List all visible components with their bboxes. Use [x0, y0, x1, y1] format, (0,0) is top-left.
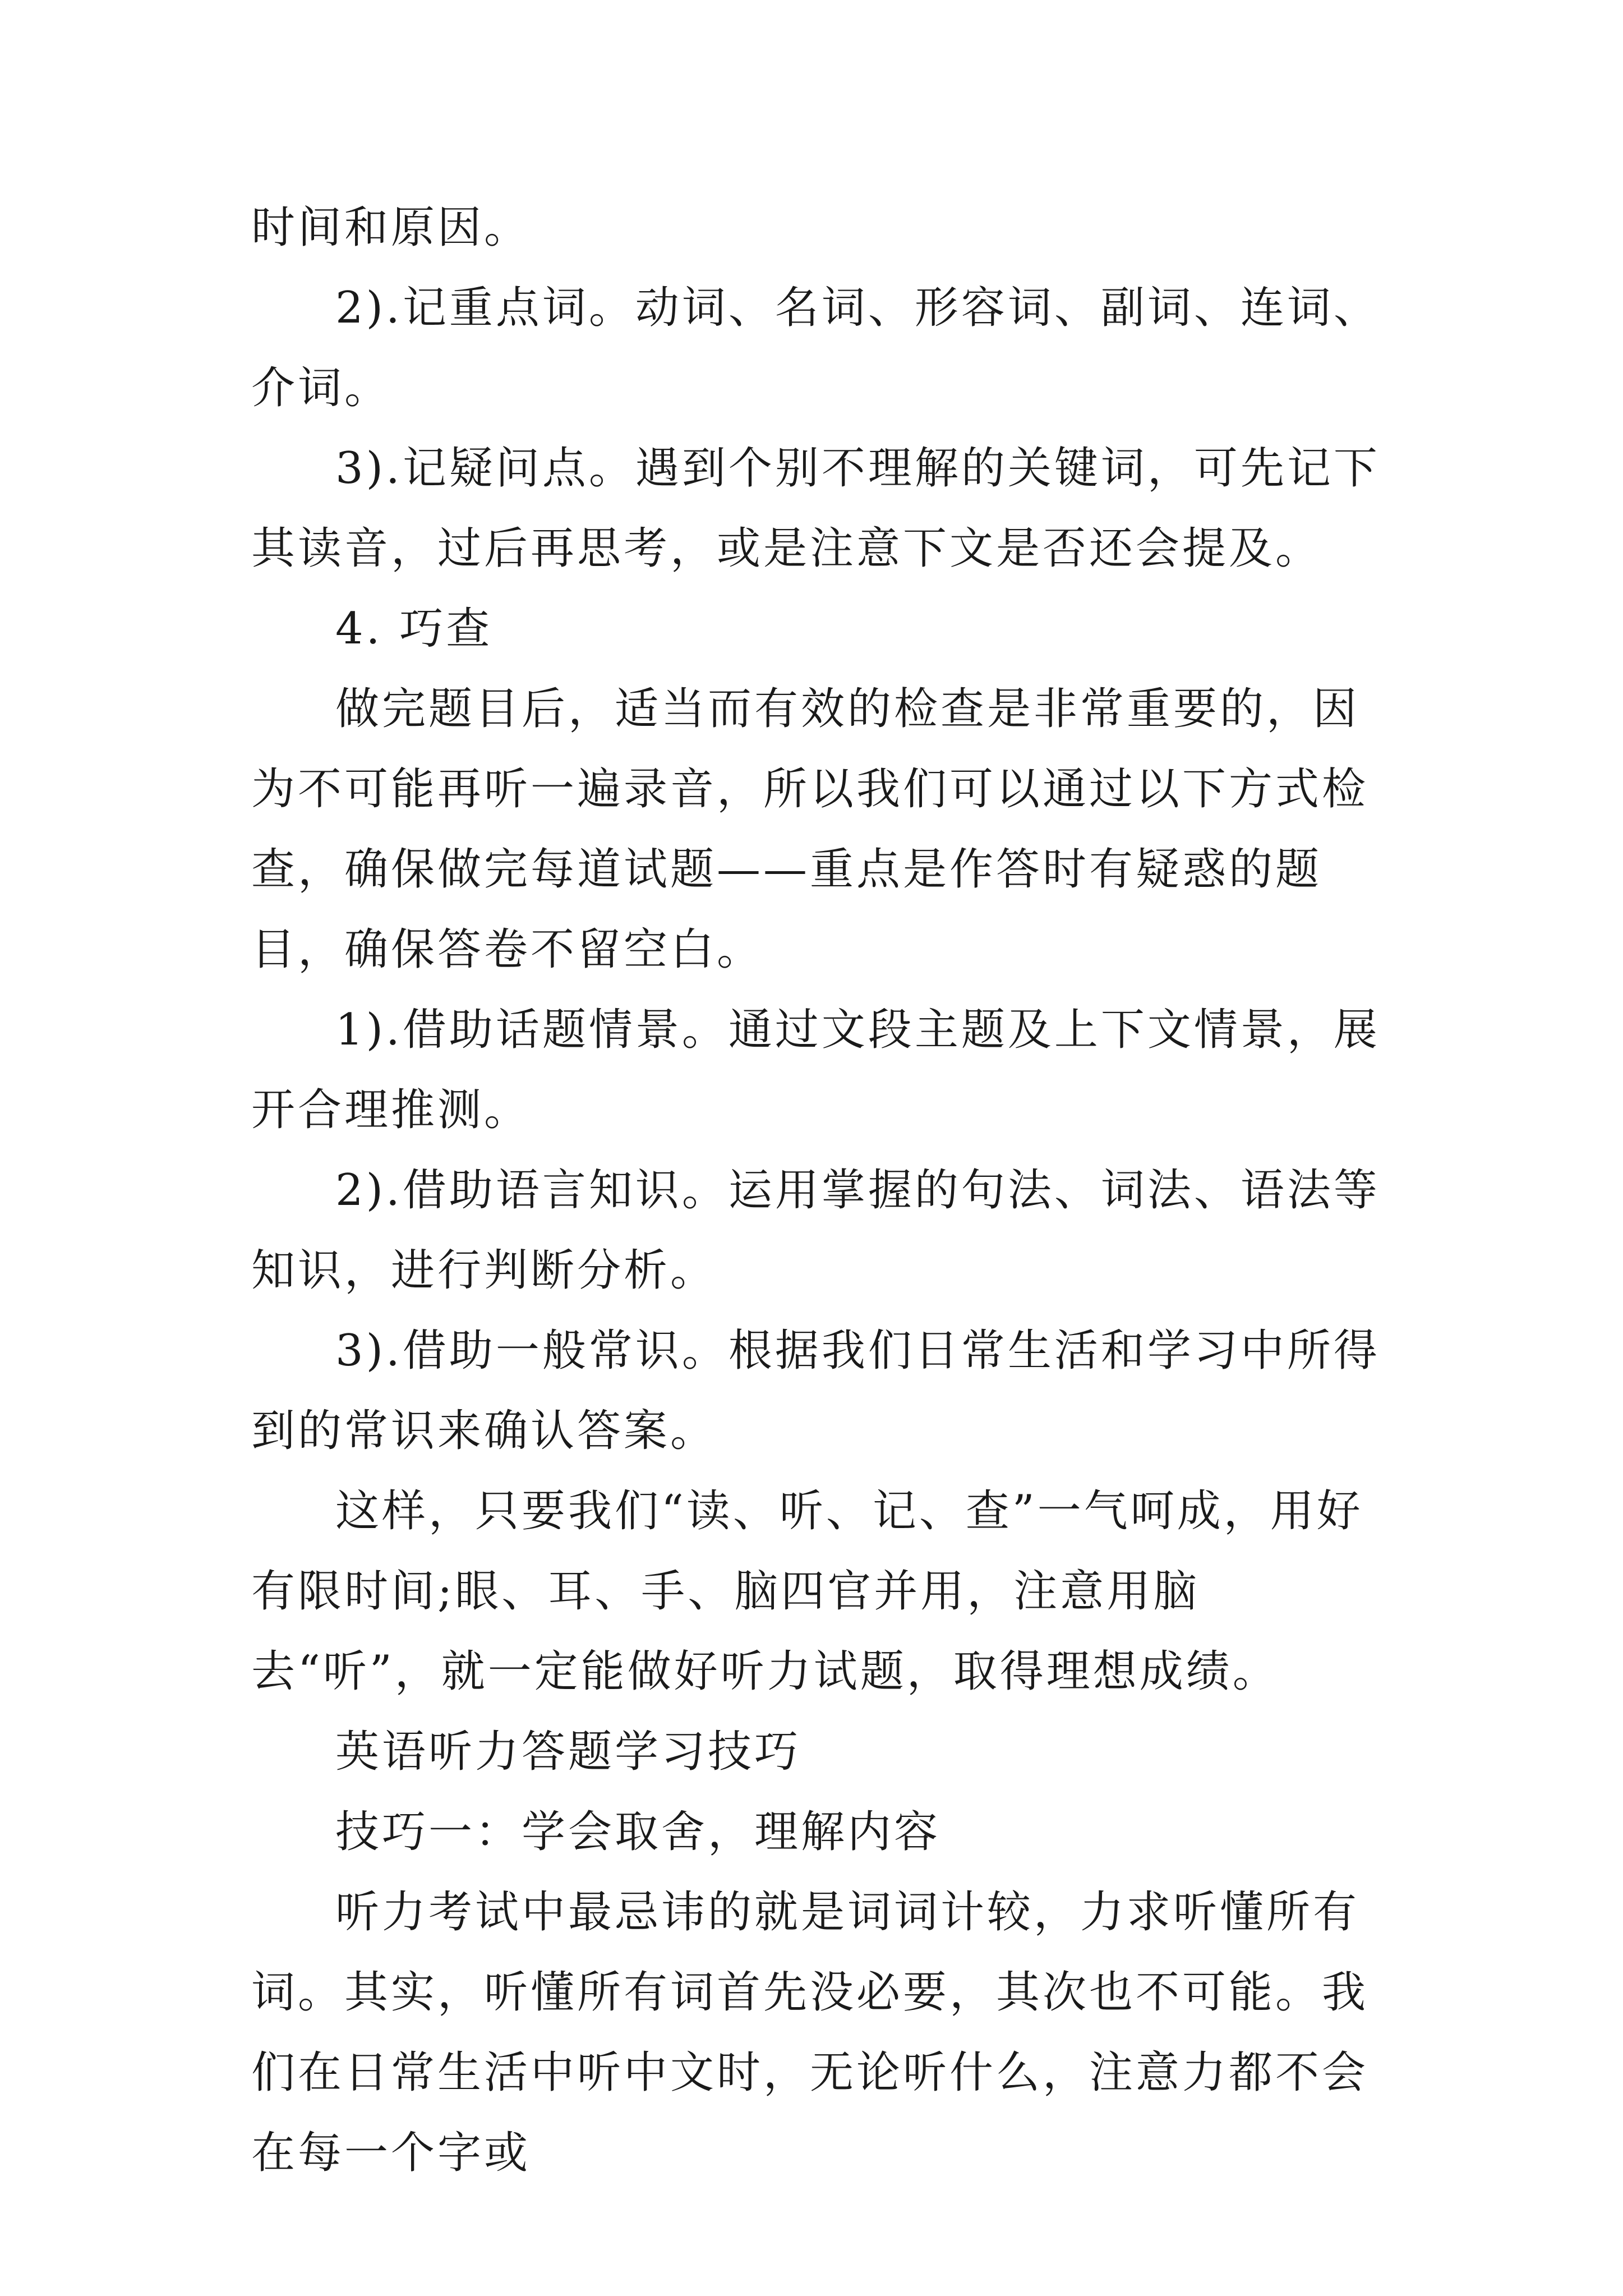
section-title-listening-tips: 英语听力答题学习技巧: [335, 1727, 801, 1777]
section-heading-check: 4. 巧查: [335, 604, 493, 654]
paragraph-language-knowledge: 2).借助语言知识。运用掌握的句法、词法、语法等知识，进行判断分析。: [251, 1165, 1380, 1296]
paragraph-summary: 这样，只要我们“读、听、记、查”一气呵成，用好有限时间;眼、耳、手、脑四官并用，注意用脑去“听”，就一定能做好听力试题，取得理想成绩。: [251, 1486, 1363, 1697]
paragraph-continuation: 时间和原因。: [251, 203, 531, 253]
document-body: [251, 188, 1384, 2193]
paragraph-keyword-note: 2).记重点词。动词、名词、形容词、副词、连词、介词。: [251, 283, 1380, 413]
paragraph-common-sense: 3).借助一般常识。根据我们日常生活和学习中所得到的常识来确认答案。: [251, 1326, 1380, 1456]
paragraph-check-intro: 做完题目后，适当而有效的检查是非常重要的，因为不可能再听一遍录音，所以我们可以通过以下方式检查，确保做完每道试题——重点是作答时有疑惑的题目，确保答卷不留空白。: [251, 684, 1369, 975]
paragraph-tip-one-body: 听力考试中最忌讳的就是词词计较，力求听懂所有词。其实，听懂所有词首先没必要，其次也不可能。我们在日常生活中听中文时，无论听什么，注意力都不会在每一个字或: [251, 1887, 1369, 2178]
paragraph-topic-context: 1).借助话题情景。通过文段主题及上下文情景，展开合理推测。: [251, 1005, 1380, 1135]
tip-one-heading: 技巧一：学会取舍，理解内容: [335, 1807, 941, 1857]
paragraph-question-note: 3).记疑问点。遇到个别不理解的关键词，可先记下其读音，过后再思考，或是注意下文是否还会提及。: [251, 443, 1380, 574]
